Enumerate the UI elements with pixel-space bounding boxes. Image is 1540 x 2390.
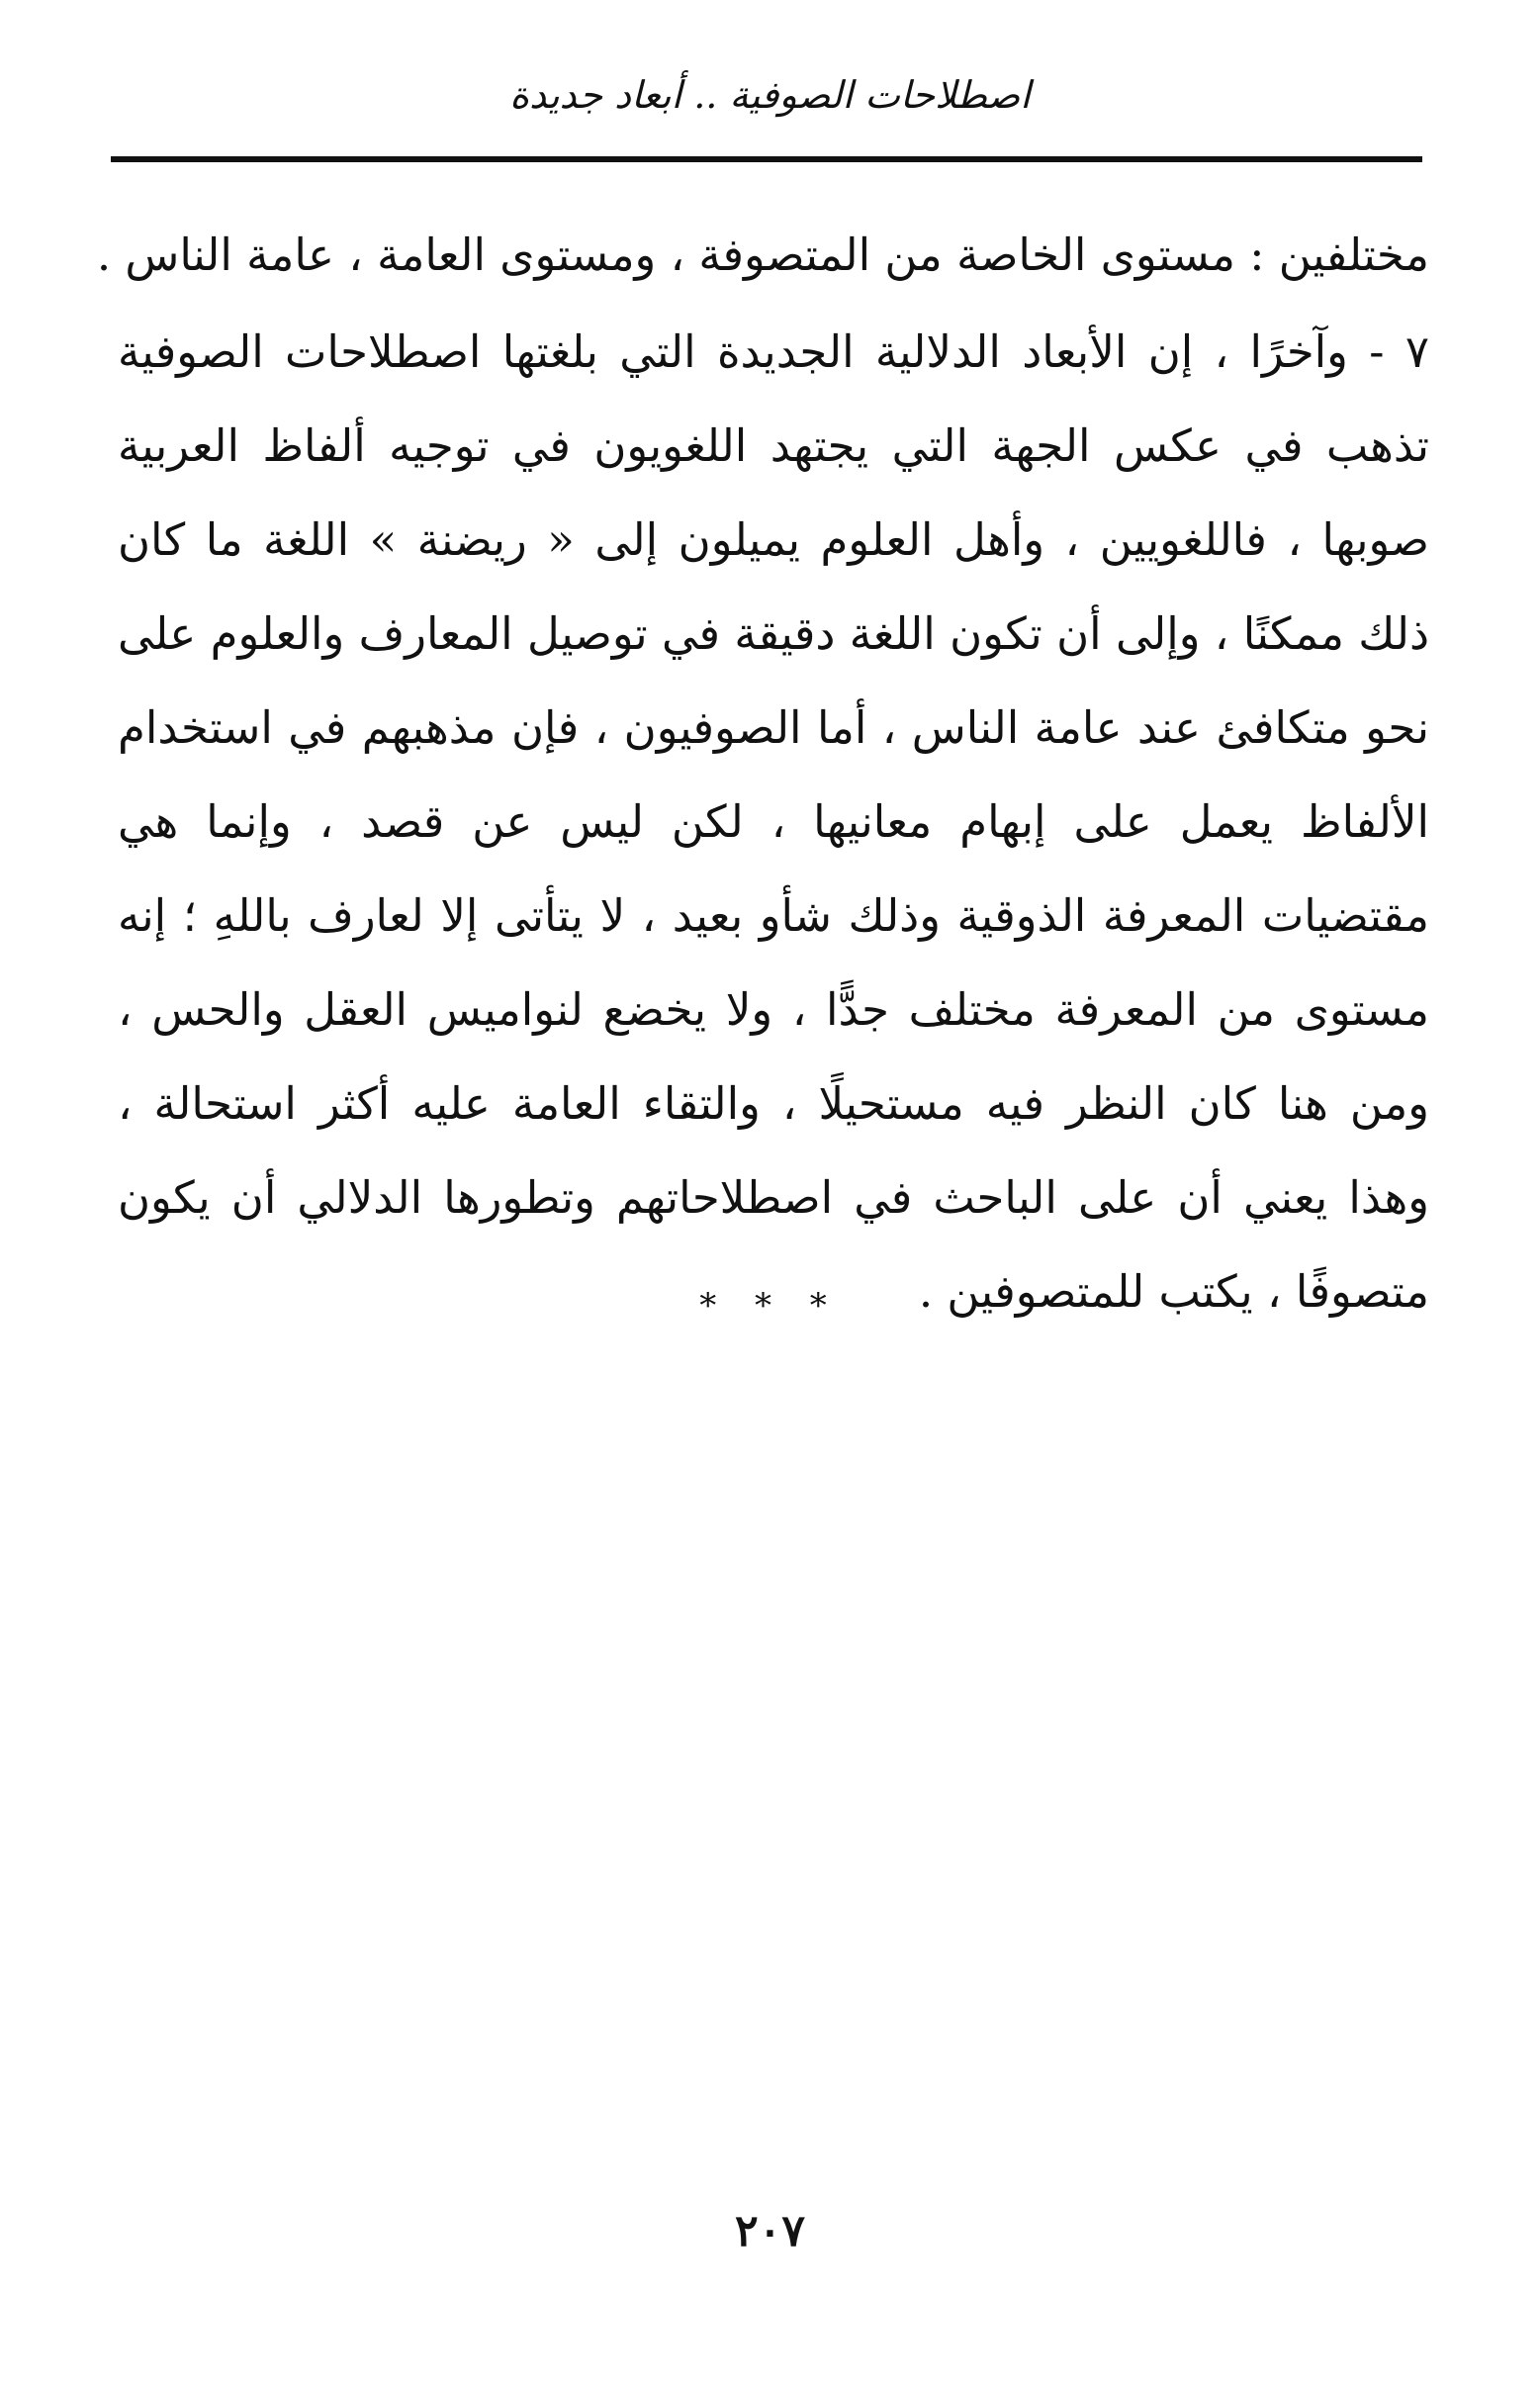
section-separator: * * * — [699, 1286, 841, 1326]
paragraph-1: مختلفين : مستوى الخاصة من المتصوفة ، ومستوى العامة ، عامة الناس . — [96, 229, 1429, 281]
body-text — [96, 208, 1429, 1338]
paragraph-2: ٧ - وآخرًا ، إن الأبعاد الدلالية الجديدة التي بلغتها اصطلاحات الصوفية تذهب في عكس الجهة التي يجتهد اللغويون في توجيه ألفاظ العربية صوبها ، فاللغويين ، وأهل العلوم يميلون إلى « ريضنة » اللغة ما كان ذلك ممكنًا ، وإلى أن تكون اللغة دقيقة في توصيل المعارف والعلوم على نحو متكافئ عند عامة الناس ، أما الصوفيون ، فإن مذهبهم في استخدام الألفاظ يعمل على إبهام معانيها ، لكن ليس عن قصد ، وإنما هي مقتضيات المعرفة الذوقية وذلك شأو بعيد ، لا يتأتى إلا لعارف باللهِ ؛ إنه مستوى من المعرفة مختلف جدًّا ، ولا يخضع لنواميس العقل والحس ، ومن هنا كان النظر فيه مستحيلًا ، والتقاء العامة عليه أكثر استحالة ، وهذا يعني أن على الباحث في اصطلاحاتهم وتطورها الدلالي أن يكون متصوفًا ، يكتب للمتصوفين . — [118, 325, 1429, 1318]
running-header: اصطلاحات الصوفية .. أبعاد جديدة — [509, 73, 1031, 117]
page-number: ٢٠٧ — [735, 2206, 805, 2256]
header-rule — [111, 156, 1422, 162]
